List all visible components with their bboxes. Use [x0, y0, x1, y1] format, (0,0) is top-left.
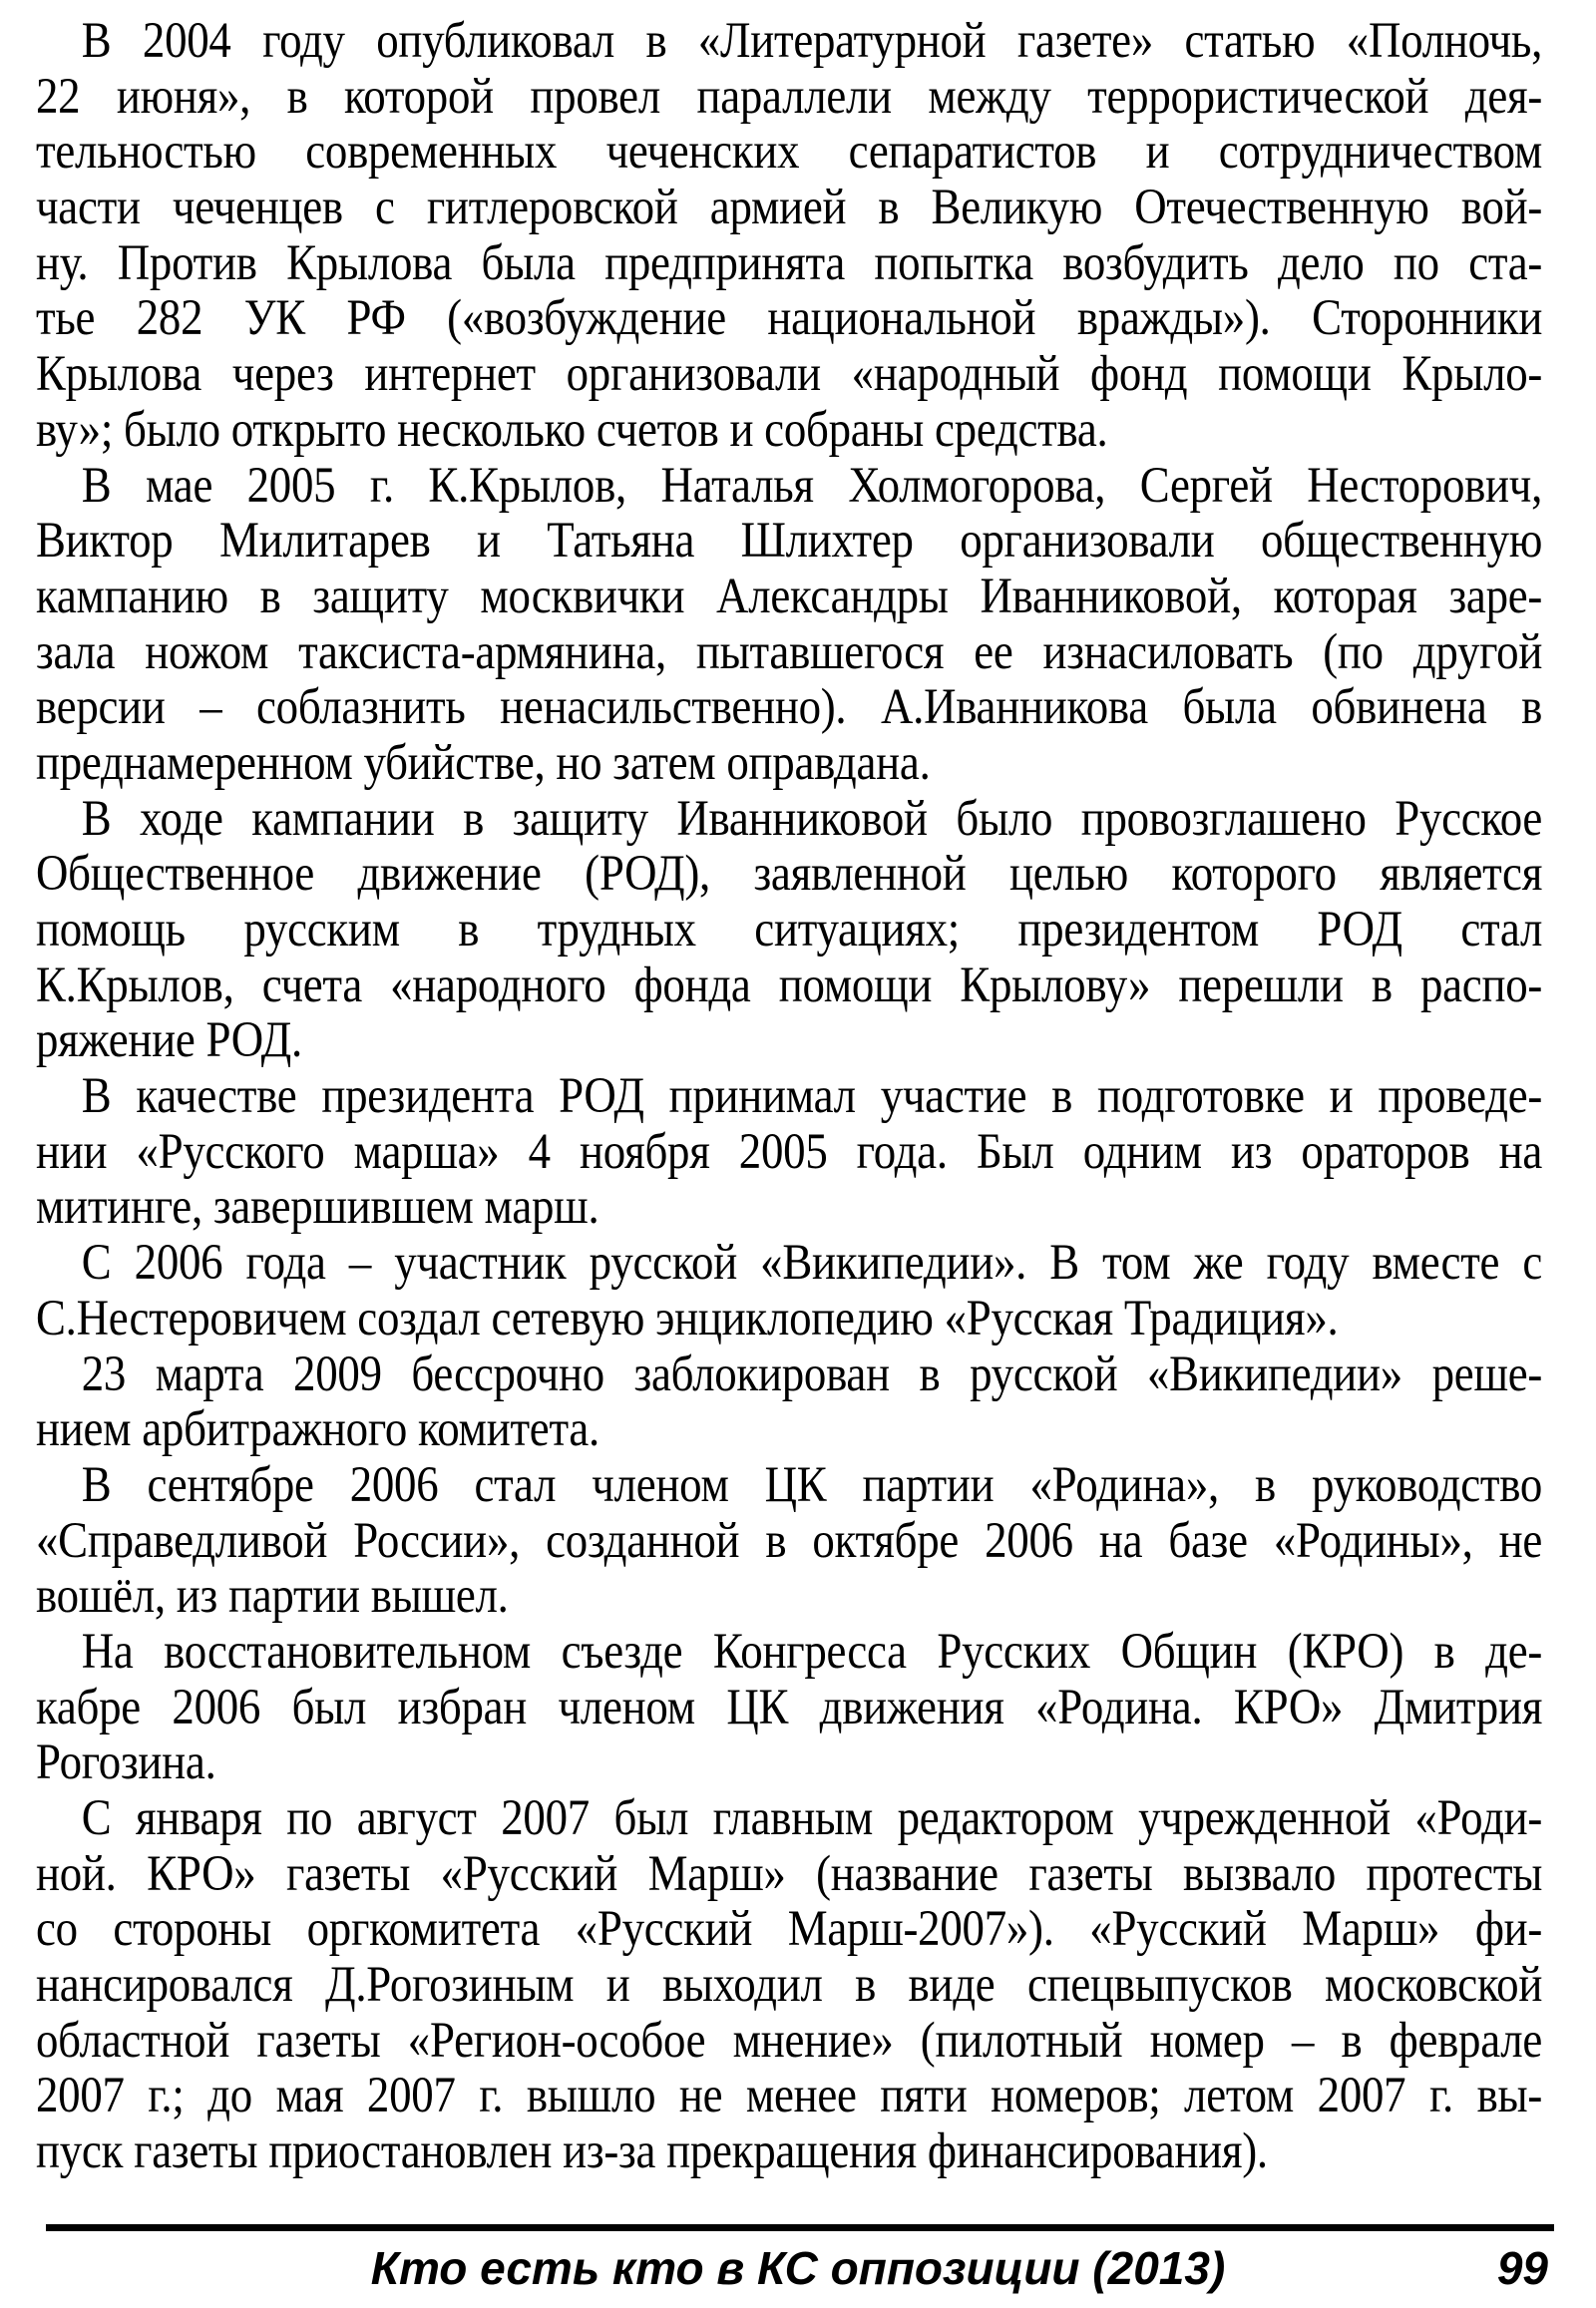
text-line: нансировался Д.Рогозиным и выходил в виде спецвыпусков московской	[36, 1957, 1543, 2014]
text-line: В качестве президента РОД принимал участие в подготовке и проведе-	[81, 1068, 1543, 1125]
text-line: В мае 2005 г. К.Крылов, Наталья Холмогорова, Сергей Несторович,	[81, 457, 1543, 514]
page-body-text	[36, 14, 1542, 2180]
text-line: тье 282 УК РФ («возбуждение национальной вражды»). Сторонники	[36, 290, 1543, 347]
text-line: ряжение РОД.	[36, 1012, 302, 1069]
page-number: 99	[1496, 2242, 1548, 2294]
text-line: К.Крылов, счета «народного фонда помощи Крылову» перешли в распо-	[36, 957, 1543, 1013]
text-line: Крылова через интернет организовали «народный фонд помощи Крыло-	[36, 346, 1543, 403]
text-line: пуск газеты приостановлен из-за прекращения финансирования).	[36, 2123, 1268, 2180]
text-line: кабре 2006 был избран членом ЦК движения «Родина. КРО» Дмитрия	[36, 1679, 1543, 1735]
text-line: В 2004 году опубликовал в «Литературной газете» статью «Полночь,	[81, 13, 1543, 69]
text-line: со стороны оргкомитета «Русский Марш-2007»). «Русский Марш» фи-	[36, 1901, 1543, 1958]
text-line: С 2006 года – участник русской «Википедии». В том же году вместе с	[81, 1235, 1543, 1292]
text-line: ву»; было открыто несколько счетов и собраны средства.	[36, 401, 1108, 458]
footer-divider	[46, 2224, 1554, 2231]
text-line: В сентябре 2006 стал членом ЦК партии «Родина», в руководство	[81, 1456, 1543, 1513]
text-line: С января по август 2007 был главным редактором учрежденной «Роди-	[81, 1790, 1543, 1846]
text-line: На восстановительном съезде Конгресса Русских Общин (КРО) в де-	[81, 1623, 1543, 1680]
text-line: областной газеты «Регион-особое мнение» (пилотный номер – в феврале	[36, 2012, 1543, 2069]
text-line: «Справедливой России», созданной в октябре 2006 на базе «Родины», не	[36, 1512, 1543, 1569]
text-line: митинге, завершившем марш.	[36, 1179, 599, 1236]
text-line: 22 июня», в которой провел параллели между террористической дея-	[36, 68, 1543, 125]
text-line: нием арбитражного комитета.	[36, 1401, 599, 1458]
text-line: 23 марта 2009 бессрочно заблокирован в русской «Википедии» реше-	[81, 1346, 1543, 1402]
text-line: части чеченцев с гитлеровской армией в Великую Отечественную вой-	[36, 180, 1543, 236]
text-line: Рогозина.	[36, 1734, 216, 1791]
text-line: В ходе кампании в защиту Иванниковой было провозглашено Русское	[81, 790, 1543, 847]
text-line: тельностью современных чеченских сепаратистов и сотрудничеством	[36, 124, 1543, 181]
text-line: вошёл, из партии вышел.	[36, 1568, 509, 1625]
text-line: ну. Против Крылова была предпринята попытка возбудить дело по ста-	[36, 234, 1543, 291]
text-line: преднамеренном убийстве, но затем оправдана.	[36, 734, 931, 791]
text-line: зала ножом таксиста-армянина, пытавшегося ее изнасиловать (по другой	[36, 623, 1543, 680]
text-line: Виктор Милитарев и Татьяна Шлихтер организовали общественную	[36, 513, 1543, 570]
text-line: С.Нестеровичем создал сетевую энциклопедию «Русская Традиция».	[36, 1290, 1339, 1346]
footer-title: Кто есть кто в КС оппозиции (2013)	[370, 2242, 1226, 2294]
text-line: 2007 г.; до мая 2007 г. вышло не менее пяти номеров; летом 2007 г. вы-	[36, 2068, 1543, 2124]
text-line: нии «Русского марша» 4 ноября 2005 года. Был одним из ораторов на	[36, 1123, 1543, 1180]
text-line: ной. КРО» газеты «Русский Марш» (название газеты вызвало протесты	[36, 1845, 1543, 1902]
text-line: версии – соблазнить ненасильственно). А.Иванникова была обвинена в	[36, 679, 1543, 736]
text-line: помощь русским в трудных ситуациях; президентом РОД стал	[36, 902, 1543, 958]
text-line: Общественное движение (РОД), заявленной целью которого является	[36, 846, 1543, 903]
text-line: кампанию в защиту москвички Александры Иванниковой, которая заре-	[36, 568, 1543, 624]
